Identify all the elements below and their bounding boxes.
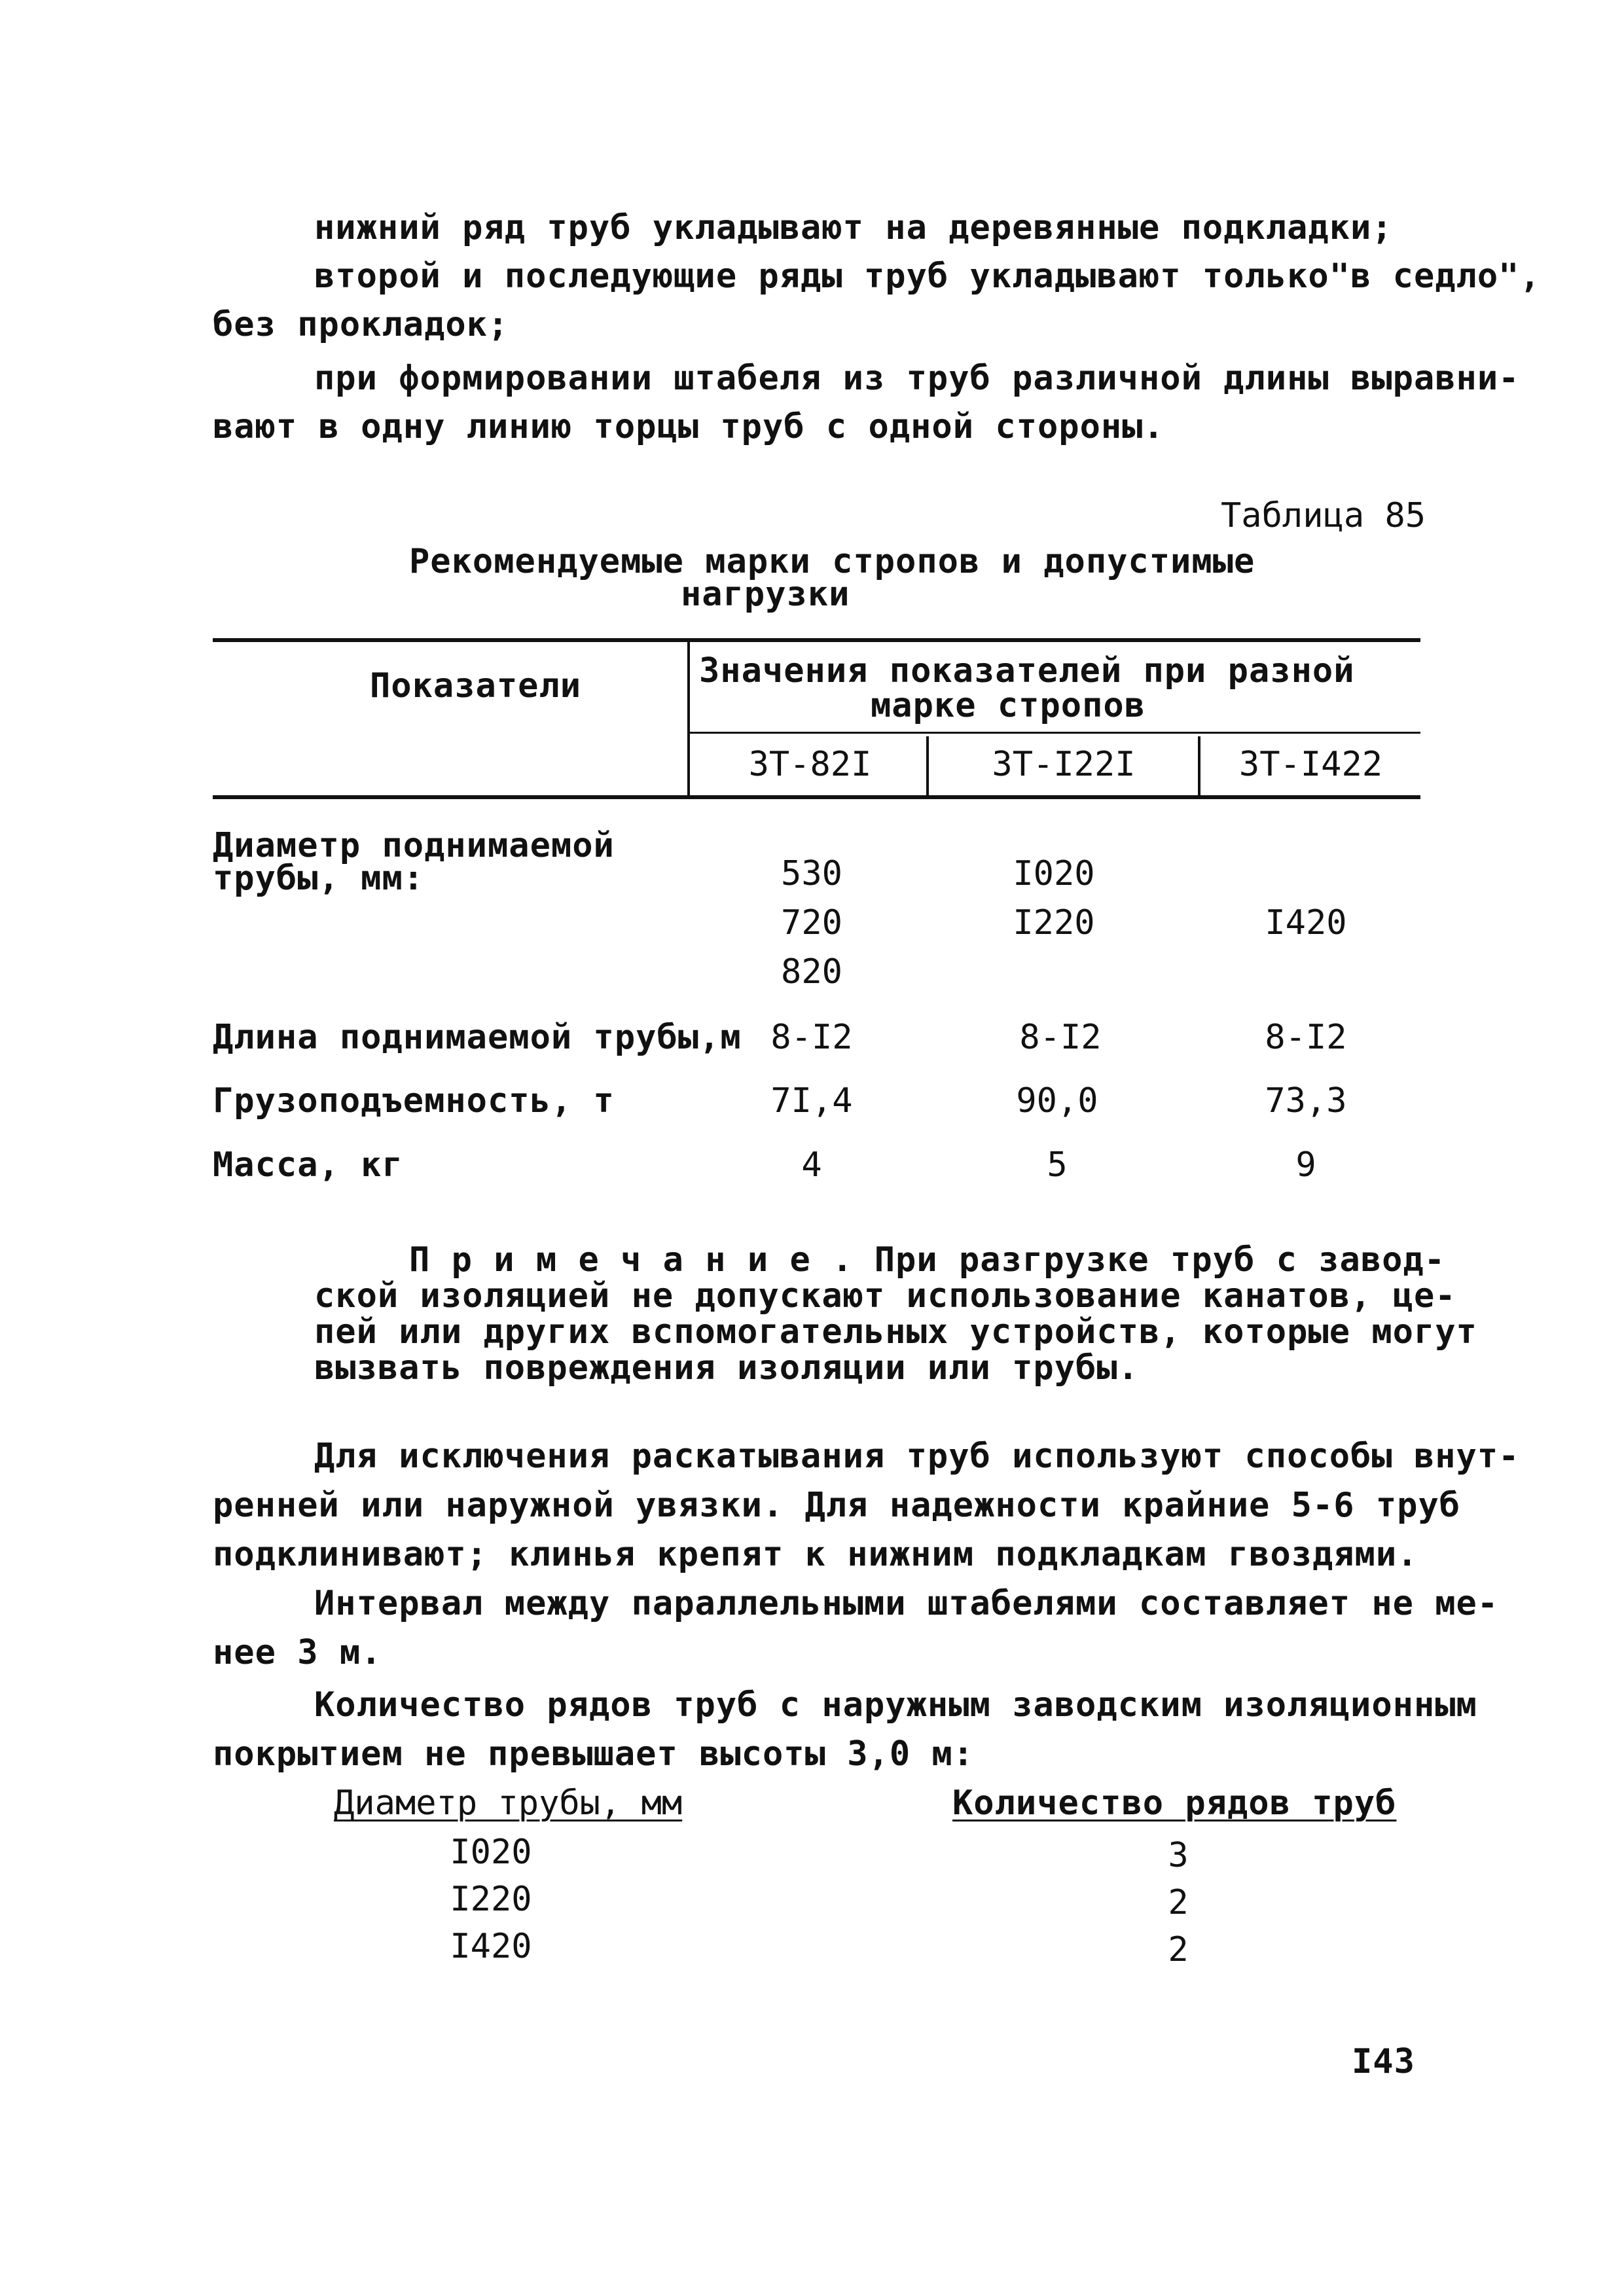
body-line-7: покрытием не превышает высоты 3,0 м:	[213, 1734, 975, 1774]
body-line-2: ренней или наружной увязки. Для надежности крайние 5-6 труб	[213, 1486, 1461, 1525]
table-label: Таблица 85	[1221, 496, 1426, 535]
rows-table-count: 3	[1168, 1836, 1189, 1875]
body-line-5: нее 3 м.	[213, 1633, 382, 1672]
diameter-col3-value: I420	[1265, 903, 1347, 942]
intro-line-2: второй и последующие ряды труб укладывают только"в седло",	[314, 257, 1541, 296]
length-value-2: 8-I2	[1019, 1018, 1102, 1057]
table-caption-line1: Рекомендуемые марки стропов и допустимые	[409, 542, 1255, 581]
header-mark-3: ЗТ-I422	[1238, 745, 1383, 784]
capacity-label: Грузоподъемность, т	[213, 1081, 615, 1121]
note-line-1: П р и м е ч а н и е . При разгрузке труб с завод-	[409, 1240, 1446, 1280]
table-header-bottom-rule	[213, 795, 1420, 799]
capacity-value-1: 7I,4	[770, 1081, 853, 1121]
header-mark-1: ЗТ-82I	[748, 745, 872, 784]
diameter-col1-value: 720	[781, 903, 842, 942]
diameter-col1-value: 820	[781, 952, 842, 992]
diameter-col2-value: I020	[1013, 854, 1095, 893]
length-label: Длина поднимаемой трубы,м	[213, 1018, 742, 1057]
table-header-mid-rule	[690, 732, 1420, 734]
intro-line-5: вают в одну линию торцы труб с одной стороны.	[213, 407, 1164, 446]
header-values-line2: марке стропов	[871, 686, 1146, 725]
table-vertical-divider	[687, 641, 690, 798]
rows-table-count: 2	[1168, 1883, 1189, 1922]
rows-table-header-diameter: Диаметр трубы, мм	[334, 1784, 683, 1823]
length-value-1: 8-I2	[770, 1018, 853, 1057]
diameter-col1-value: 530	[781, 854, 842, 893]
note-line-3: пей или других вспомогательных устройств, которые могут	[314, 1312, 1477, 1352]
header-values-line1: Значения показателей при разной	[699, 651, 1355, 691]
mass-label: Масса, кг	[213, 1145, 403, 1185]
mass-value-2: 5	[1047, 1145, 1068, 1185]
table-mark-divider-1	[926, 736, 929, 798]
mass-value-3: 9	[1295, 1145, 1316, 1185]
note-line-4: вызвать повреждения изоляции или трубы.	[314, 1348, 1139, 1388]
note-line-2: ской изоляцией не допускают использование канатов, це-	[314, 1276, 1456, 1316]
capacity-value-3: 73,3	[1265, 1081, 1347, 1121]
capacity-value-2: 90,0	[1016, 1081, 1098, 1121]
mass-value-1: 4	[801, 1145, 822, 1185]
body-line-6: Количество рядов труб с наружным заводским изоляционным	[314, 1685, 1477, 1725]
body-line-4: Интервал между параллельными штабелями составляет не ме-	[314, 1584, 1499, 1623]
rows-table-diameter: I220	[450, 1880, 532, 1919]
intro-line-3: без прокладок;	[213, 305, 509, 344]
rows-table-count: 2	[1168, 1930, 1189, 1969]
diameter-label-line2: трубы, мм:	[213, 859, 425, 898]
diameter-label-line1: Диаметр поднимаемой	[213, 826, 615, 865]
table-mark-divider-2	[1198, 736, 1200, 798]
table-top-rule	[213, 638, 1420, 642]
rows-table-diameter: I020	[450, 1833, 532, 1872]
header-indicators: Показатели	[370, 666, 582, 706]
header-mark-2: ЗТ-I22I	[992, 745, 1136, 784]
intro-line-4: при формировании штабеля из труб различной длины выравни-	[314, 359, 1520, 398]
rows-table-header-count: Количество рядов труб	[952, 1784, 1397, 1823]
rows-table-diameter: I420	[450, 1927, 532, 1966]
diameter-col2-value: I220	[1013, 903, 1095, 942]
page-number: I43	[1352, 2042, 1415, 2081]
intro-line-1: нижний ряд труб укладывают на деревянные подкладки;	[314, 208, 1393, 247]
body-line-3: подклинивают; клинья крепят к нижним подкладкам гвоздями.	[213, 1535, 1418, 1574]
body-line-1: Для исключения раскатывания труб используют способы внут-	[314, 1437, 1520, 1476]
length-value-3: 8-I2	[1265, 1018, 1347, 1057]
table-caption-line2: нагрузки	[681, 575, 850, 614]
